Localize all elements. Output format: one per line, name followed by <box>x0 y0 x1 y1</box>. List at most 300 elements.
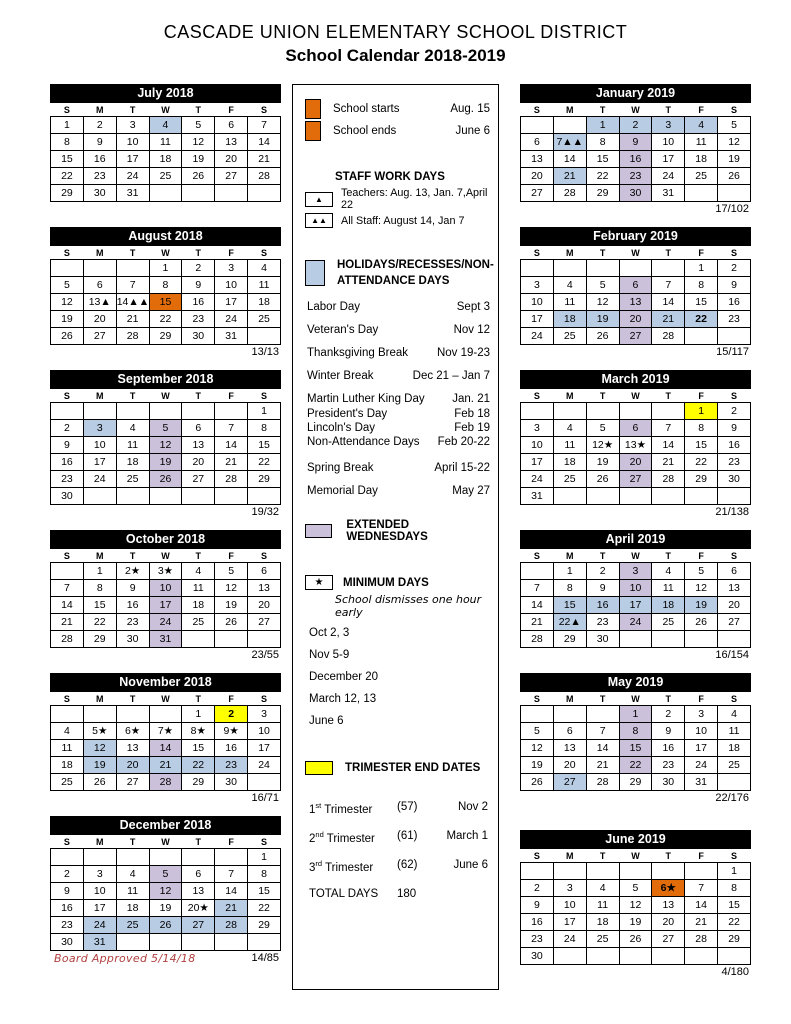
month-june-2019 <box>520 830 751 979</box>
day-cell: 19 <box>586 311 619 328</box>
dow-header: T <box>195 694 202 704</box>
day-cell: 15 <box>586 151 619 168</box>
dow-header-row <box>51 692 281 706</box>
day-cell: 20 <box>182 454 215 471</box>
day-cell <box>248 934 281 951</box>
dow-header: S <box>261 391 268 401</box>
day-cell: 27 <box>619 471 652 488</box>
total-days-row <box>309 888 488 900</box>
staff-allstaff-row <box>305 213 490 228</box>
dow-header: F <box>698 694 704 704</box>
school-starts-label: School starts <box>333 103 400 115</box>
day-cell <box>83 849 116 866</box>
day-cell: 15 <box>619 740 652 757</box>
dow-header: T <box>599 851 606 861</box>
day-cell: 17 <box>83 900 116 917</box>
day-cell: 23 <box>215 757 248 774</box>
day-cell: 19 <box>149 454 182 471</box>
month-title: August 2018 <box>50 227 281 246</box>
dow-header: T <box>599 694 606 704</box>
dow-header: W <box>161 391 170 401</box>
day-cell: 15 <box>83 597 116 614</box>
day-cell: 25 <box>149 168 182 185</box>
dow-header: M <box>96 837 104 847</box>
day-cell: 26 <box>182 168 215 185</box>
day-cell: 27 <box>116 774 149 791</box>
day-cell: 2 <box>51 866 84 883</box>
day-cell: 11 <box>116 883 149 900</box>
day-cell <box>182 403 215 420</box>
day-cell: 10 <box>83 437 116 454</box>
day-cell: 17 <box>83 454 116 471</box>
month-december-2018 <box>50 816 281 965</box>
day-cell: 27 <box>182 917 215 934</box>
day-cell: 9 <box>619 134 652 151</box>
total-days-label: TOTAL DAYS <box>309 887 379 900</box>
day-cell: 30 <box>521 948 554 965</box>
day-cell: 25 <box>586 931 619 948</box>
day-cell: 14 <box>149 740 182 757</box>
day-cell: 16 <box>619 151 652 168</box>
dow-header: S <box>731 391 738 401</box>
day-cell: 26 <box>586 471 619 488</box>
dow-header: F <box>698 391 704 401</box>
day-cell: 18 <box>718 740 751 757</box>
holiday-date: Feb 18 <box>454 408 490 421</box>
day-cell: 11 <box>248 277 281 294</box>
dow-header: S <box>533 391 540 401</box>
day-cell: 29 <box>685 471 718 488</box>
dow-header: T <box>665 248 672 258</box>
day-cell <box>51 706 84 723</box>
dow-header: W <box>631 551 640 561</box>
day-cell <box>553 488 586 505</box>
day-cell: 16 <box>718 294 751 311</box>
day-cell <box>51 563 84 580</box>
holiday-date: Jan. 21 <box>452 393 490 406</box>
dow-header: S <box>533 105 540 115</box>
holiday-label: Veteran's Day <box>307 324 379 337</box>
day-cell: 9 <box>51 883 84 900</box>
day-cell: 5 <box>149 866 182 883</box>
day-cell: 7★ <box>149 723 182 740</box>
dow-header: F <box>698 105 704 115</box>
day-cell: 9 <box>116 580 149 597</box>
day-cell: 4 <box>182 563 215 580</box>
day-cell: 29 <box>248 917 281 934</box>
day-cell: 31 <box>685 774 718 791</box>
dow-header: S <box>731 694 738 704</box>
holiday-item <box>307 422 490 434</box>
day-cell: 27 <box>215 168 248 185</box>
staff-work-days-section <box>301 171 490 228</box>
day-cell <box>619 403 652 420</box>
day-cell <box>248 328 281 345</box>
dow-header-row <box>521 103 751 117</box>
day-cell: 5★ <box>83 723 116 740</box>
day-cell: 18 <box>553 311 586 328</box>
week-row <box>521 631 751 648</box>
day-cell <box>718 328 751 345</box>
day-cell: 8 <box>149 277 182 294</box>
day-cell: 26 <box>215 614 248 631</box>
day-cell <box>685 488 718 505</box>
day-cell: 5 <box>685 563 718 580</box>
day-cell <box>652 863 685 880</box>
day-cell: 2★ <box>116 563 149 580</box>
month-day-count: 21/138 <box>715 506 749 518</box>
month-title: November 2018 <box>50 673 281 692</box>
week-row <box>51 277 281 294</box>
day-cell: 21 <box>215 900 248 917</box>
dow-header: W <box>161 694 170 704</box>
day-cell: 28 <box>553 185 586 202</box>
day-cell: 27 <box>248 614 281 631</box>
holiday-date: Feb 20-22 <box>437 436 490 449</box>
day-cell <box>586 403 619 420</box>
month-april-2019 <box>520 530 751 662</box>
day-cell <box>83 403 116 420</box>
day-cell: 23 <box>718 454 751 471</box>
day-cell: 11 <box>182 580 215 597</box>
week-row <box>51 117 281 134</box>
day-cell: 11 <box>652 580 685 597</box>
day-cell: 26 <box>619 931 652 948</box>
dow-header: W <box>161 837 170 847</box>
day-cell: 1 <box>182 706 215 723</box>
school-ends-label: School ends <box>333 125 397 137</box>
holiday-item <box>307 324 490 336</box>
dow-header: T <box>665 851 672 861</box>
week-row <box>521 597 751 614</box>
day-cell: 8★ <box>182 723 215 740</box>
day-cell: 16 <box>116 597 149 614</box>
day-cell: 9★ <box>215 723 248 740</box>
day-cell: 1 <box>248 403 281 420</box>
holiday-date: Nov 19-23 <box>436 347 490 360</box>
day-cell: 5 <box>149 420 182 437</box>
month-day-count: 13/13 <box>251 346 279 358</box>
day-cell: 13 <box>718 580 751 597</box>
day-cell: 19 <box>521 757 554 774</box>
day-cell: 16 <box>521 914 554 931</box>
day-cell: 26 <box>685 614 718 631</box>
trimester-label: 3rd Trimester <box>309 858 374 874</box>
day-cell: 21 <box>215 454 248 471</box>
holiday-label: Spring Break <box>307 462 374 475</box>
holiday-label: Labor Day <box>307 301 361 314</box>
day-cell: 17 <box>248 740 281 757</box>
day-cell <box>83 488 116 505</box>
dow-header: T <box>129 105 136 115</box>
day-cell: 28 <box>51 631 84 648</box>
day-cell: 5 <box>182 117 215 134</box>
week-row <box>51 134 281 151</box>
day-cell: 14 <box>248 134 281 151</box>
dow-header: T <box>195 837 202 847</box>
week-row <box>51 437 281 454</box>
month-grid <box>520 389 751 505</box>
trimester-swatch-icon <box>305 761 333 775</box>
day-cell: 4 <box>652 563 685 580</box>
holiday-swatch-icon <box>305 260 325 286</box>
day-cell: 1 <box>685 403 718 420</box>
week-row <box>51 706 281 723</box>
day-cell <box>652 948 685 965</box>
month-may-2019 <box>520 673 751 805</box>
minimum-days-title: MINIMUM DAYS <box>343 576 429 589</box>
day-cell: 9 <box>51 437 84 454</box>
day-cell: 7 <box>215 866 248 883</box>
minimum-days-heading <box>305 575 490 590</box>
day-cell: 18 <box>51 757 84 774</box>
dow-header-row <box>51 549 281 563</box>
day-cell: 7 <box>215 420 248 437</box>
day-cell: 3 <box>521 420 554 437</box>
day-cell <box>215 403 248 420</box>
week-row <box>51 774 281 791</box>
day-cell: 30 <box>51 934 84 951</box>
day-cell: 15 <box>685 437 718 454</box>
day-cell: 4 <box>149 117 182 134</box>
dow-header: T <box>599 391 606 401</box>
week-row <box>51 597 281 614</box>
day-cell <box>652 403 685 420</box>
day-cell: 26 <box>718 168 751 185</box>
day-cell: 10 <box>521 437 554 454</box>
day-cell: 15 <box>685 294 718 311</box>
day-cell: 8 <box>51 134 84 151</box>
day-cell: 22 <box>248 454 281 471</box>
day-cell: 1 <box>83 563 116 580</box>
day-cell: 3 <box>83 866 116 883</box>
day-cell: 6 <box>521 134 554 151</box>
week-row <box>51 723 281 740</box>
day-cell: 5 <box>619 880 652 897</box>
day-cell: 25 <box>182 614 215 631</box>
day-cell <box>586 706 619 723</box>
holiday-item <box>307 393 490 405</box>
day-cell: 14 <box>652 294 685 311</box>
day-cell: 27 <box>553 774 586 791</box>
day-cell: 22 <box>586 168 619 185</box>
day-cell <box>51 403 84 420</box>
day-cell <box>652 631 685 648</box>
dow-header: T <box>195 391 202 401</box>
day-cell: 19 <box>685 597 718 614</box>
week-row <box>521 454 751 471</box>
dow-header: T <box>665 105 672 115</box>
day-cell: 23 <box>619 168 652 185</box>
day-cell: 30 <box>586 631 619 648</box>
dow-header: W <box>161 551 170 561</box>
day-cell <box>149 403 182 420</box>
holiday-label: Lincoln's Day <box>307 422 376 435</box>
day-cell: 5 <box>215 563 248 580</box>
week-row <box>521 328 751 345</box>
dow-header: F <box>228 391 234 401</box>
day-cell <box>685 185 718 202</box>
holiday-label: President's Day <box>307 408 388 421</box>
day-cell: 25 <box>718 757 751 774</box>
day-cell: 25 <box>685 168 718 185</box>
day-cell: 6 <box>619 420 652 437</box>
day-cell: 6★ <box>652 880 685 897</box>
day-cell: 21 <box>51 614 84 631</box>
day-cell: 16 <box>586 597 619 614</box>
day-cell: 21 <box>248 151 281 168</box>
day-cell: 13★ <box>619 437 652 454</box>
day-cell: 6 <box>553 723 586 740</box>
day-cell: 29 <box>149 328 182 345</box>
week-row <box>51 631 281 648</box>
day-cell <box>51 849 84 866</box>
week-row <box>521 931 751 948</box>
day-cell: 23 <box>652 757 685 774</box>
day-cell: 13 <box>619 294 652 311</box>
staff-teachers-text: Teachers: Aug. 13, Jan. 7,April 22 <box>341 187 488 211</box>
day-cell <box>116 488 149 505</box>
day-cell <box>521 260 554 277</box>
trimester-day-count: (62) <box>397 858 418 871</box>
day-cell: 27 <box>182 471 215 488</box>
day-cell: 2 <box>619 117 652 134</box>
day-cell <box>248 488 281 505</box>
day-cell: 28 <box>652 328 685 345</box>
school-start-swatch-icon <box>305 99 321 119</box>
day-cell <box>521 563 554 580</box>
dow-header-row <box>521 692 751 706</box>
extended-wednesday-swatch-icon <box>305 524 332 538</box>
day-cell: 30 <box>83 185 116 202</box>
day-cell: 16 <box>182 294 215 311</box>
week-row <box>521 488 751 505</box>
day-cell: 27 <box>652 931 685 948</box>
day-cell: 21 <box>652 454 685 471</box>
day-cell: 8 <box>619 723 652 740</box>
week-row <box>51 488 281 505</box>
day-cell: 8 <box>685 420 718 437</box>
week-row <box>521 168 751 185</box>
month-title: October 2018 <box>50 530 281 549</box>
extended-wednesdays-section <box>305 519 490 543</box>
month-march-2019 <box>520 370 751 519</box>
day-cell <box>553 863 586 880</box>
month-september-2018 <box>50 370 281 519</box>
day-cell <box>149 185 182 202</box>
day-cell <box>718 948 751 965</box>
day-cell: 13 <box>215 134 248 151</box>
holiday-date: May 27 <box>452 485 490 498</box>
holidays-heading <box>305 258 494 289</box>
day-cell: 30 <box>619 185 652 202</box>
minimum-day-date: Oct 2, 3 <box>309 627 350 640</box>
day-cell: 8 <box>83 580 116 597</box>
day-cell: 17 <box>149 597 182 614</box>
day-cell: 3 <box>83 420 116 437</box>
day-cell: 27 <box>718 614 751 631</box>
day-cell: 11 <box>685 134 718 151</box>
day-cell: 3★ <box>149 563 182 580</box>
day-cell: 11 <box>149 134 182 151</box>
dow-header: S <box>731 105 738 115</box>
day-cell: 27 <box>619 328 652 345</box>
day-cell <box>215 934 248 951</box>
month-grid <box>520 692 751 791</box>
day-cell: 9 <box>83 134 116 151</box>
day-cell: 23 <box>718 311 751 328</box>
day-cell: 2 <box>83 117 116 134</box>
week-row <box>521 260 751 277</box>
dow-header: W <box>631 694 640 704</box>
dow-header: S <box>261 551 268 561</box>
week-row <box>521 740 751 757</box>
dow-header: W <box>631 851 640 861</box>
trimester-day-count: (57) <box>397 801 418 814</box>
month-november-2018 <box>50 673 281 805</box>
day-cell: 6 <box>619 277 652 294</box>
day-cell: 10 <box>149 580 182 597</box>
dow-header: W <box>631 248 640 258</box>
day-cell: 20 <box>116 757 149 774</box>
day-cell: 3 <box>685 706 718 723</box>
month-title: June 2019 <box>520 830 751 849</box>
day-cell: 8 <box>586 134 619 151</box>
day-cell: 3 <box>553 880 586 897</box>
dow-header: T <box>665 391 672 401</box>
day-cell: 6 <box>248 563 281 580</box>
day-cell: 30 <box>51 488 84 505</box>
day-cell: 14 <box>652 437 685 454</box>
trimester-title: TRIMESTER END DATES <box>345 762 481 775</box>
day-cell: 2 <box>215 706 248 723</box>
legend-school-ends <box>305 121 490 141</box>
day-cell: 24 <box>149 614 182 631</box>
day-cell: 27 <box>83 328 116 345</box>
day-cell: 24 <box>248 757 281 774</box>
day-cell: 21 <box>553 168 586 185</box>
dow-header: T <box>129 837 136 847</box>
day-cell: 30 <box>182 328 215 345</box>
dow-header: S <box>261 694 268 704</box>
day-cell: 12 <box>619 897 652 914</box>
trimester-rows <box>301 801 490 873</box>
minimum-days-section <box>301 575 490 727</box>
day-cell: 9 <box>586 580 619 597</box>
day-cell <box>182 488 215 505</box>
trimester-end-date: Nov 2 <box>457 801 488 814</box>
dow-header: M <box>96 694 104 704</box>
content <box>0 84 791 990</box>
holiday-item <box>307 370 490 382</box>
day-cell <box>619 863 652 880</box>
day-cell: 21 <box>685 914 718 931</box>
dow-header: S <box>533 551 540 561</box>
holiday-label: Memorial Day <box>307 485 378 498</box>
day-cell: 19 <box>51 311 84 328</box>
day-cell: 24 <box>215 311 248 328</box>
dow-header: S <box>63 837 70 847</box>
week-row <box>51 883 281 900</box>
day-cell: 12 <box>149 437 182 454</box>
day-cell: 10 <box>83 883 116 900</box>
week-row <box>51 580 281 597</box>
day-cell: 4 <box>116 420 149 437</box>
month-grid <box>50 549 281 648</box>
day-cell: 8 <box>685 277 718 294</box>
month-title: March 2019 <box>520 370 751 389</box>
day-cell: 2 <box>51 420 84 437</box>
